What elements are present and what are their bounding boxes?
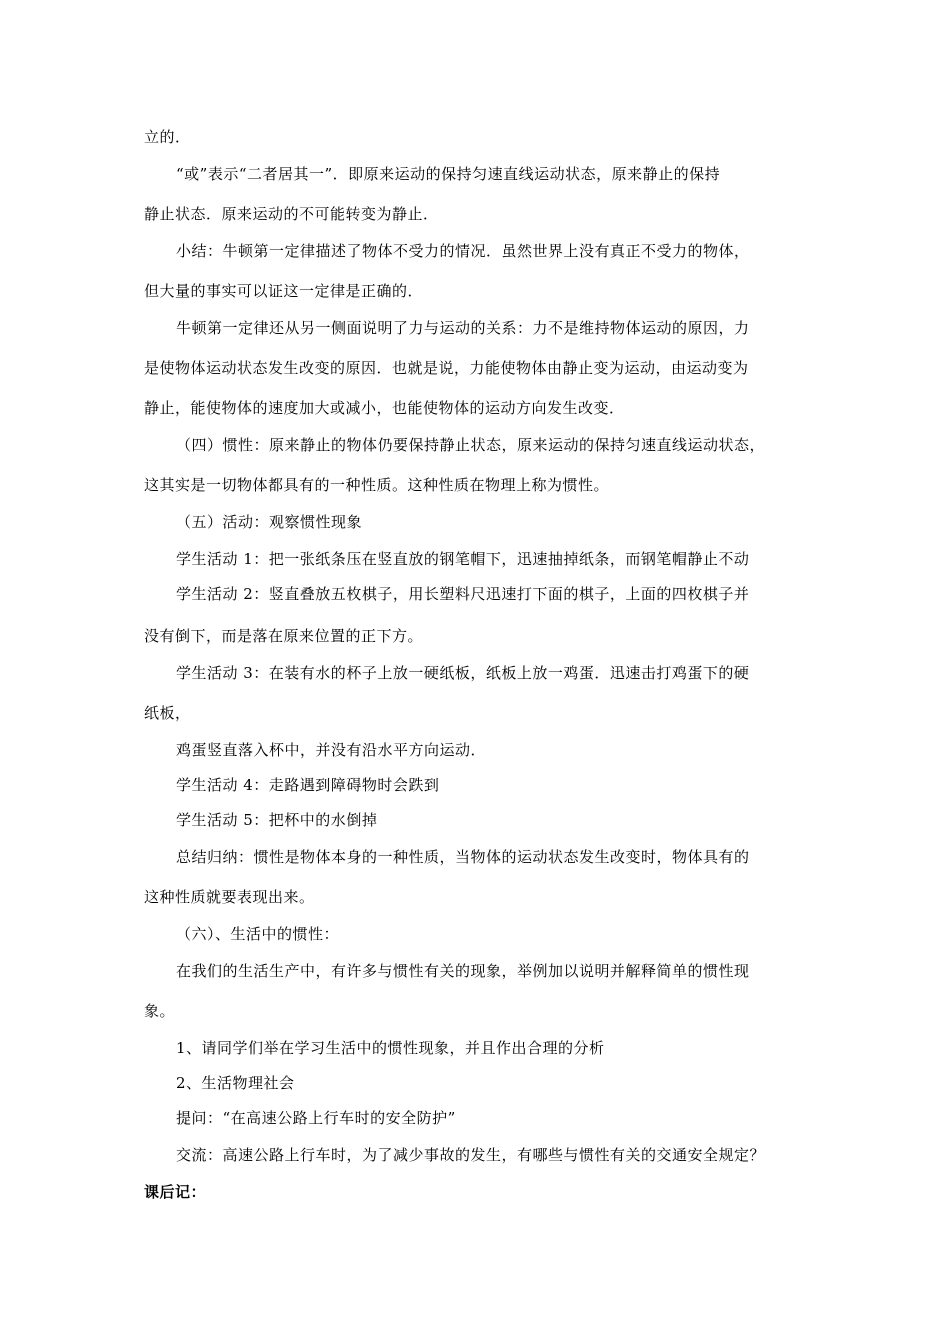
paragraph-line: 纸板， <box>144 704 191 722</box>
paragraph-line: 静止状态．原来运动的不可能转变为静止． <box>144 205 439 223</box>
paragraph-line: 提问：“在高速公路上行车时的安全防护” <box>176 1109 456 1127</box>
paragraph-line: 在我们的生活生产中，有许多与惯性有关的现象，举例加以说明并解释简单的惯性现 <box>176 962 750 980</box>
paragraph-line: 立的． <box>144 128 191 146</box>
section-heading: （六）、生活中的惯性： <box>176 925 340 943</box>
paragraph-line: 交流：高速公路上行车时，为了减少事故的发生，有哪些与惯性有关的交通安全规定？ <box>176 1146 766 1164</box>
paragraph-line: 学生活动 4：走路遇到障碍物时会跌到 <box>176 776 440 794</box>
section-heading: （五）活动：观察惯性现象 <box>176 513 363 531</box>
paragraph-line: 牛顿第一定律还从另一侧面说明了力与运动的关系：力不是维持物体运动的原因，力 <box>176 319 750 337</box>
paragraph-line: 静止，能使物体的速度加大或减小，也能使物体的运动方向发生改变． <box>144 399 625 417</box>
paragraph-line: 没有倒下，而是落在原来位置的正下方。 <box>144 627 424 645</box>
paragraph-line: 学生活动 3：在装有水的杯子上放一硬纸板，纸板上放一鸡蛋．迅速击打鸡蛋下的硬 <box>176 664 750 682</box>
paragraph-line: 这种性质就要表现出来。 <box>144 888 315 906</box>
paragraph-line: 鸡蛋竖直落入杯中，并没有沿水平方向运动． <box>176 741 487 759</box>
paragraph-line: （四）惯性：原来静止的物体仍要保持静止状态，原来运动的保持匀速直线运动状态， <box>176 436 766 454</box>
paragraph-line: “或”表示“二者居其一”．即原来运动的保持匀速直线运动状态，原来静止的保持 <box>176 165 721 183</box>
paragraph-line: 2、生活物理社会 <box>176 1074 295 1092</box>
paragraph-line: 但大量的事实可以证这一定律是正确的． <box>144 282 424 300</box>
paragraph-line: 学生活动 2：竖直叠放五枚棋子，用长塑料尺迅速打下面的棋子，上面的四枚棋子并 <box>176 585 750 603</box>
paragraph-line: 象。 <box>144 1002 176 1020</box>
paragraph-line: 总结归纳：惯性是物体本身的一种性质，当物体的运动状态发生改变时，物体具有的 <box>176 848 750 866</box>
paragraph-line: 学生活动 1：把一张纸条压在竖直放的钢笔帽下，迅速抽掉纸条，而钢笔帽静止不动 <box>176 550 750 568</box>
paragraph-line: 这其实是一切物体都具有的一种性质。这种性质在物理上称为惯性。 <box>144 476 610 494</box>
paragraph-line: 1、请同学们举在学习生活中的惯性现象，并且作出合理的分析 <box>176 1039 605 1057</box>
paragraph-line: 学生活动 5：把杯中的水倒掉 <box>176 811 378 829</box>
paragraph-line: 小结：牛顿第一定律描述了物体不受力的情况．虽然世界上没有真正不受力的物体， <box>176 242 750 260</box>
paragraph-line: 是使物体运动状态发生改变的原因．也就是说，力能使物体由静止变为运动，由运动变为 <box>144 359 749 377</box>
after-class-notes-heading: 课后记： <box>144 1183 207 1201</box>
